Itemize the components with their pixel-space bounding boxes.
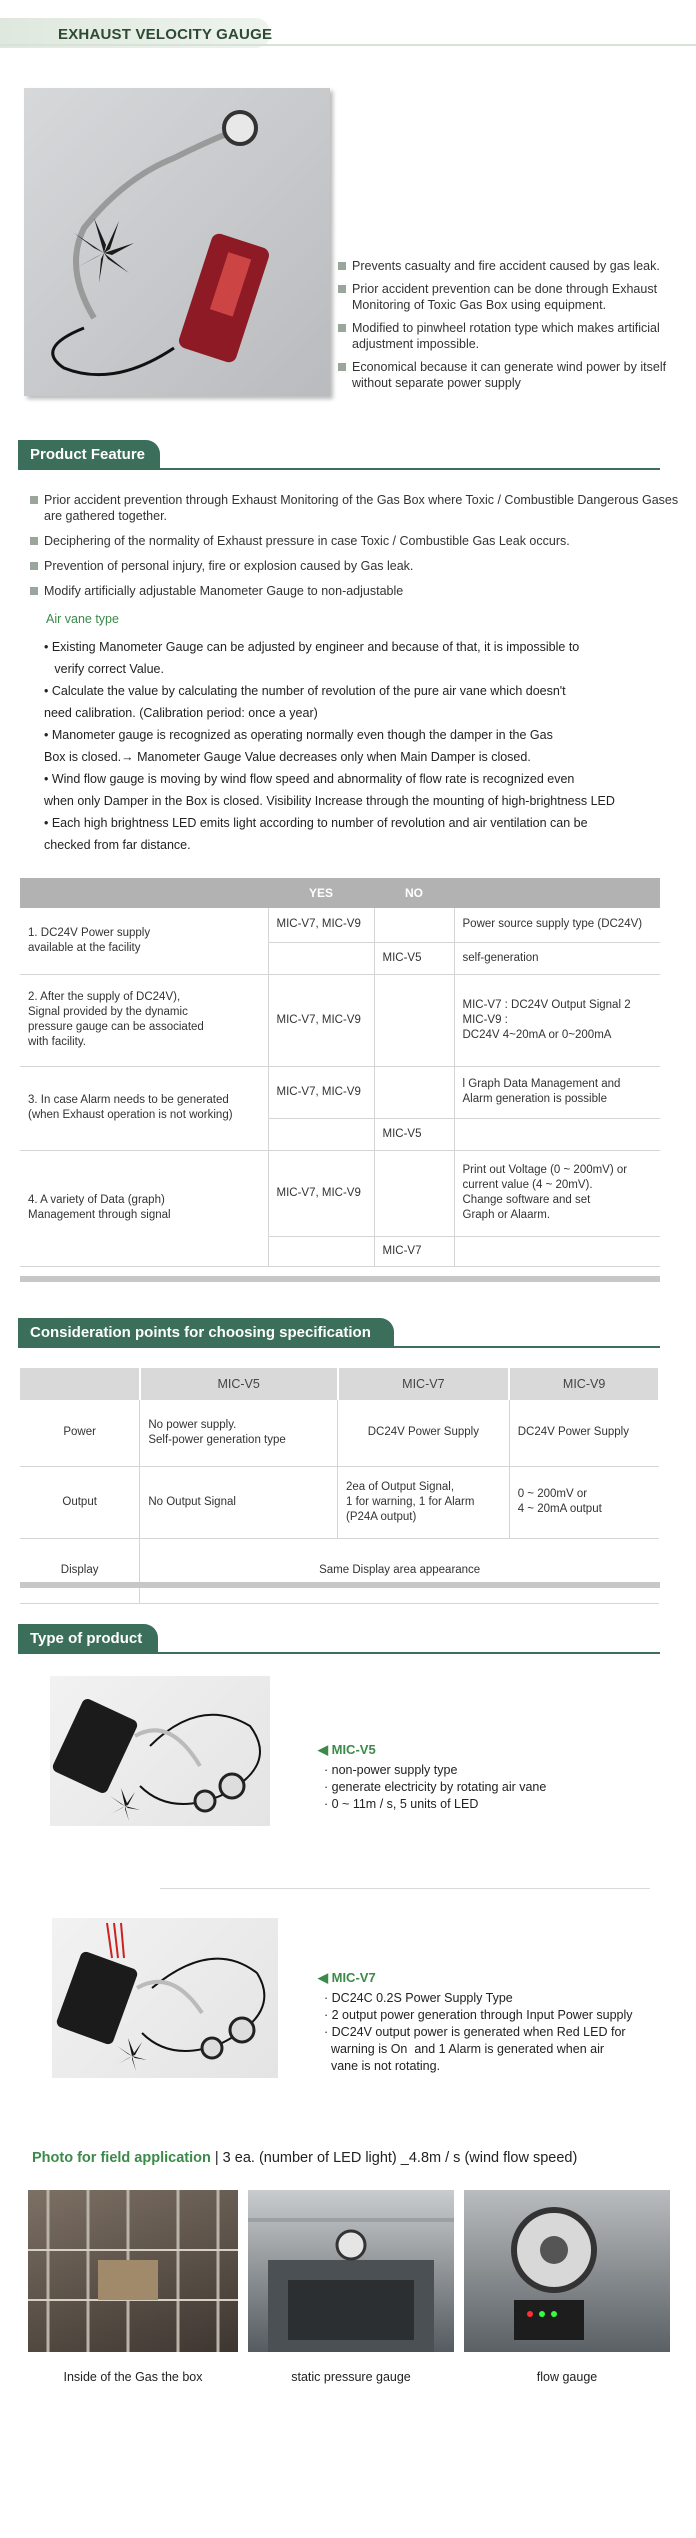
gas-box-piping-illustration [28, 2190, 238, 2352]
table-bottom-bar [20, 1582, 660, 1588]
spec-line: vane is not rotating. [324, 2059, 441, 2073]
spec-line: · DC24V output power is generated when Red LED for [324, 2025, 626, 2039]
mic-v5-device-icon [50, 1676, 270, 1826]
square-bullet-icon [338, 324, 346, 332]
square-bullet-icon [338, 363, 346, 371]
table-row [20, 908, 660, 942]
yes-cell: MIC-V7, MIC-V9 [268, 1150, 374, 1236]
note-cell: MIC-V7 : DC24V Output Signal 2 MIC-V9 : DC24V 4~20mA or 0~200mA [454, 974, 660, 1066]
yes-cell [268, 1236, 374, 1266]
note-cell [454, 1236, 660, 1266]
air-vane-line: • Existing Manometer Gauge can be adjusted by engineer and because of that, it is impossible to [44, 640, 580, 654]
list-item: Prior accident prevention through Exhaust Monitoring of the Gas Box where Toxic / Combustible Dangerous Gases are gathered together. [30, 492, 690, 524]
no-cell: MIC-V7 [374, 1236, 454, 1266]
field-photo-flow-gauge [464, 2190, 670, 2352]
field-photo-title: Photo for field application [32, 2150, 211, 2166]
yes-cell [268, 1118, 374, 1150]
feature-cell: 2. After the supply of DC24V), Signal provided by the dynamic pressure gauge can be associated with facility. [20, 974, 268, 1066]
list-item: Modify artificially adjustable Manometer Gauge to non-adjustable [30, 583, 690, 599]
list-item: Prior accident prevention can be done through Exhaust Monitoring of Toxic Gas Box using equipment. [338, 281, 694, 313]
spec-cell: 0 ~ 200mV or 4 ~ 20mA output [509, 1466, 659, 1538]
feature-cell: 3. In case Alarm needs to be generated (when Exhaust operation is not working) [20, 1066, 268, 1150]
field-photo-header [32, 2150, 577, 2166]
list-item: Economical because it can generate wind power by itself without separate power supply [338, 359, 694, 391]
table-header-cell [454, 878, 660, 908]
mic-v7-specs [324, 1990, 684, 2075]
spec-line: warning is On and 1 Alarm is generated when air [324, 2042, 605, 2056]
spec-cell: No power supply. Self-power generation type [140, 1400, 338, 1466]
product-feature-list [30, 492, 690, 608]
air-vane-title: Air vane type [46, 612, 119, 626]
air-vane-line: when only Damper in the Box is closed. Visibility Increase through the mounting of high-brightness LED [44, 794, 615, 808]
specification-table [20, 1368, 660, 1604]
table-row [20, 1066, 660, 1118]
table-header-cell [20, 878, 268, 908]
table-header-cell: MIC-V5 [140, 1368, 338, 1400]
air-vane-points [44, 636, 684, 856]
no-cell: MIC-V5 [374, 1118, 454, 1150]
row-label-cell: Display [20, 1538, 140, 1603]
air-vane-line: Box is closed.→ Manometer Gauge Value decreases only when Main Damper is closed. [44, 750, 531, 764]
yes-cell [268, 942, 374, 974]
no-cell [374, 908, 454, 942]
note-cell: Power source supply type (DC24V) [454, 908, 660, 942]
mic-v7-device-icon [52, 1918, 278, 2078]
square-bullet-icon [30, 537, 38, 545]
note-cell: self-generation [454, 942, 660, 974]
air-vane-line: checked from far distance. [44, 838, 191, 852]
spec-line: · DC24C 0.2S Power Supply Type [324, 1991, 513, 2005]
list-item: Modified to pinwheel rotation type which makes artificial adjustment impossible. [338, 320, 694, 352]
square-bullet-icon [30, 587, 38, 595]
mic-v7-product-image [52, 1918, 278, 2078]
mic-v5-specs [324, 1762, 664, 1813]
no-cell [374, 1066, 454, 1118]
spec-cell: No Output Signal [140, 1466, 338, 1538]
note-cell: Print out Voltage (0 ~ 200mV) or current value (4 ~ 20mV). Change software and set Graph or Alaarm. [454, 1150, 660, 1236]
square-bullet-icon [338, 262, 346, 270]
table-row [20, 974, 660, 1066]
feature-cell: 4. A variety of Data (graph) Management through signal [20, 1150, 268, 1266]
yes-cell: MIC-V7, MIC-V9 [268, 1066, 374, 1118]
no-cell: MIC-V5 [374, 942, 454, 974]
product-photo [24, 88, 330, 396]
table-row [20, 1466, 659, 1538]
note-cell [454, 1118, 660, 1150]
field-photo-gas-box [28, 2190, 238, 2352]
spec-line: · 0 ~ 11m / s, 5 units of LED [324, 1797, 479, 1811]
mic-v5-product-image [50, 1676, 270, 1826]
mic-v7-title: ◀ MIC-V7 [318, 1970, 376, 1985]
air-vane-line: • Calculate the value by calculating the number of revolution of the pure air vane which doesn't [44, 684, 566, 698]
static-pressure-gauge-illustration [248, 2190, 454, 2352]
spec-line: · non-power supply type [324, 1763, 458, 1777]
spec-cell: DC24V Power Supply [338, 1400, 510, 1466]
page-title: EXHAUST VELOCITY GAUGE [58, 26, 273, 43]
caption-gas-box: Inside of the Gas the box [63, 2370, 203, 2384]
table-header-cell: NO [374, 878, 454, 908]
air-vane-line: • Each high brightness LED emits light according to number of revolution and air ventilation can be [44, 816, 588, 830]
row-label-cell: Power [20, 1400, 140, 1466]
spec-cell: 2ea of Output Signal, 1 for warning, 1 for Alarm (P24A output) [338, 1466, 510, 1538]
intro-bullet-list [338, 258, 694, 398]
table-row [20, 1150, 660, 1236]
table-row [20, 1400, 659, 1466]
product-divider [160, 1888, 650, 1889]
spec-cell: Same Display area appearance [140, 1538, 659, 1603]
title-underline [0, 44, 696, 46]
air-vane-line: • Manometer gauge is recognized as operating normally even though the damper in the Gas [44, 728, 553, 742]
section-rule [18, 468, 660, 470]
table-header-row [20, 878, 660, 908]
square-bullet-icon [30, 496, 38, 504]
table-row [20, 1538, 659, 1603]
caption-flow-gauge: flow gauge [536, 2370, 598, 2384]
type-of-product-header: Type of product [18, 1624, 158, 1654]
spec-cell: DC24V Power Supply [509, 1400, 659, 1466]
table-header-cell [20, 1368, 140, 1400]
table-bottom-bar [20, 1276, 660, 1282]
yes-cell: MIC-V7, MIC-V9 [268, 908, 374, 942]
no-cell [374, 974, 454, 1066]
field-photo-static-pressure [248, 2190, 454, 2352]
list-item: Deciphering of the normality of Exhaust pressure in case Toxic / Combustible Gas Leak occurs. [30, 533, 690, 549]
section-rule [18, 1652, 660, 1654]
yes-cell: MIC-V7, MIC-V9 [268, 974, 374, 1066]
comparison-table [20, 878, 660, 1267]
no-cell [374, 1150, 454, 1236]
spec-line: · generate electricity by rotating air vane [324, 1780, 547, 1794]
flow-gauge-illustration [464, 2190, 670, 2352]
air-vane-line: verify correct Value. [44, 662, 164, 676]
feature-cell: 1. DC24V Power supply available at the facility [20, 908, 268, 974]
table-header-row [20, 1368, 659, 1400]
product-feature-header: Product Feature [18, 440, 160, 470]
mic-v5-title: ◀ MIC-V5 [318, 1742, 376, 1757]
square-bullet-icon [30, 562, 38, 570]
note-cell: l Graph Data Management and Alarm generation is possible [454, 1066, 660, 1118]
row-label-cell: Output [20, 1466, 140, 1538]
air-vane-line: • Wind flow gauge is moving by wind flow speed and abnormality of flow rate is recognized even [44, 772, 575, 786]
list-item: Prevents casualty and fire accident caused by gas leak. [338, 258, 694, 274]
caption-static-pressure: static pressure gauge [291, 2370, 411, 2384]
section-rule [18, 1346, 660, 1348]
gauge-device-illustration [24, 88, 330, 396]
field-photo-subtitle: | 3 ea. (number of LED light) _4.8m / s (wind flow speed) [214, 2150, 578, 2166]
table-header-cell: YES [268, 878, 374, 908]
spec-line: · 2 output power generation through Input Power supply [324, 2008, 633, 2022]
square-bullet-icon [338, 285, 346, 293]
list-item: Prevention of personal injury, fire or explosion caused by Gas leak. [30, 558, 690, 574]
table-header-cell: MIC-V9 [509, 1368, 659, 1400]
consideration-header: Consideration points for choosing specification [18, 1318, 394, 1348]
air-vane-line: need calibration. (Calibration period: once a year) [44, 706, 318, 720]
table-header-cell: MIC-V7 [338, 1368, 510, 1400]
